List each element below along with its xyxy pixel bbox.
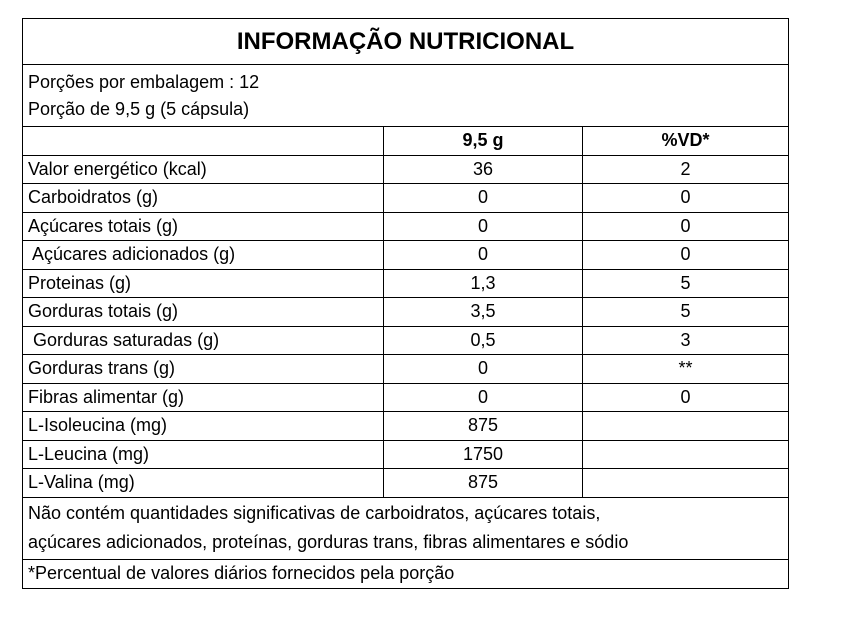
header-amount: 9,5 g	[384, 127, 583, 155]
nutrient-name: Gorduras totais (g)	[23, 298, 384, 326]
nutrient-daily-value: 2	[680, 158, 691, 179]
nutrition-facts-panel	[22, 18, 789, 589]
nutrient-rows	[23, 156, 788, 498]
nutrient-amount: 0	[384, 213, 583, 241]
table-header-row	[23, 127, 788, 156]
table-row	[23, 441, 788, 470]
nutrient-daily-value	[583, 469, 788, 497]
nutrient-daily-value	[583, 441, 788, 469]
nutrient-daily-value: **	[678, 358, 693, 378]
nutrient-daily-value: 0	[680, 386, 691, 407]
nutrient-name: Valor energético (kcal)	[23, 156, 384, 184]
nutrient-name: Fibras alimentar (g)	[23, 384, 384, 412]
nutrient-amount: 1,3	[384, 270, 583, 298]
table-row	[23, 270, 788, 299]
servings-per-package: Porções por embalagem : 12	[28, 72, 260, 92]
table-row	[23, 355, 788, 384]
nutrient-amount: 0	[384, 355, 583, 383]
nutrient-name: L-Leucina (mg)	[23, 441, 384, 469]
nutrient-amount: 36	[384, 156, 583, 184]
table-row	[23, 469, 788, 498]
nutrient-daily-value: 0	[680, 215, 691, 236]
nutrient-name: Carboidratos (g)	[23, 184, 384, 212]
nutrient-amount: 1750	[384, 441, 583, 469]
daily-value-footnote: *Percentual de valores diários fornecidos pela porção	[28, 562, 455, 583]
nutrient-daily-value: 3	[680, 329, 691, 350]
not-significant-note	[23, 498, 788, 560]
nutrient-daily-value: 0	[680, 244, 691, 264]
nutrient-daily-value: 0	[680, 187, 691, 207]
nutrient-name: Gorduras trans (g)	[23, 355, 384, 383]
nutrient-daily-value	[583, 412, 788, 440]
panel-title: INFORMAÇÃO NUTRICIONAL	[23, 19, 788, 65]
nutrient-amount: 0,5	[384, 327, 583, 355]
table-row	[23, 327, 788, 356]
nutrient-name: Proteinas (g)	[23, 270, 384, 298]
table-row	[23, 156, 788, 185]
table-row	[23, 241, 788, 270]
table-row	[23, 412, 788, 441]
nutrient-name: Açúcares totais (g)	[23, 213, 384, 241]
table-row	[23, 213, 788, 242]
nutrient-daily-value: 5	[680, 272, 691, 293]
nutrient-name: L-Isoleucina (mg)	[23, 412, 384, 440]
table-row	[23, 384, 788, 413]
header-daily-value: %VD*	[661, 130, 710, 150]
nutrient-amount: 875	[384, 412, 583, 440]
note-line-1: Não contém quantidades significativas de carboidratos, açúcares totais,	[28, 502, 601, 523]
nutrient-amount: 875	[384, 469, 583, 497]
nutrient-daily-value: 5	[680, 301, 691, 321]
serving-size: Porção de 9,5 g (5 cápsula)	[28, 99, 250, 119]
nutrient-amount: 3,5	[384, 298, 583, 326]
nutrient-name: L-Valina (mg)	[23, 469, 384, 497]
header-nutrient	[23, 127, 384, 155]
nutrient-amount: 0	[384, 184, 583, 212]
servings-block	[23, 65, 788, 127]
nutrient-amount: 0	[384, 384, 583, 412]
table-row	[23, 184, 788, 213]
nutrient-amount: 0	[384, 241, 583, 269]
nutrient-name: Açúcares adicionados (g)	[23, 241, 384, 269]
table-row	[23, 298, 788, 327]
nutrient-name: Gorduras saturadas (g)	[23, 327, 384, 355]
note-line-2: açúcares adicionados, proteínas, gorduras trans, fibras alimentares e sódio	[28, 531, 629, 552]
